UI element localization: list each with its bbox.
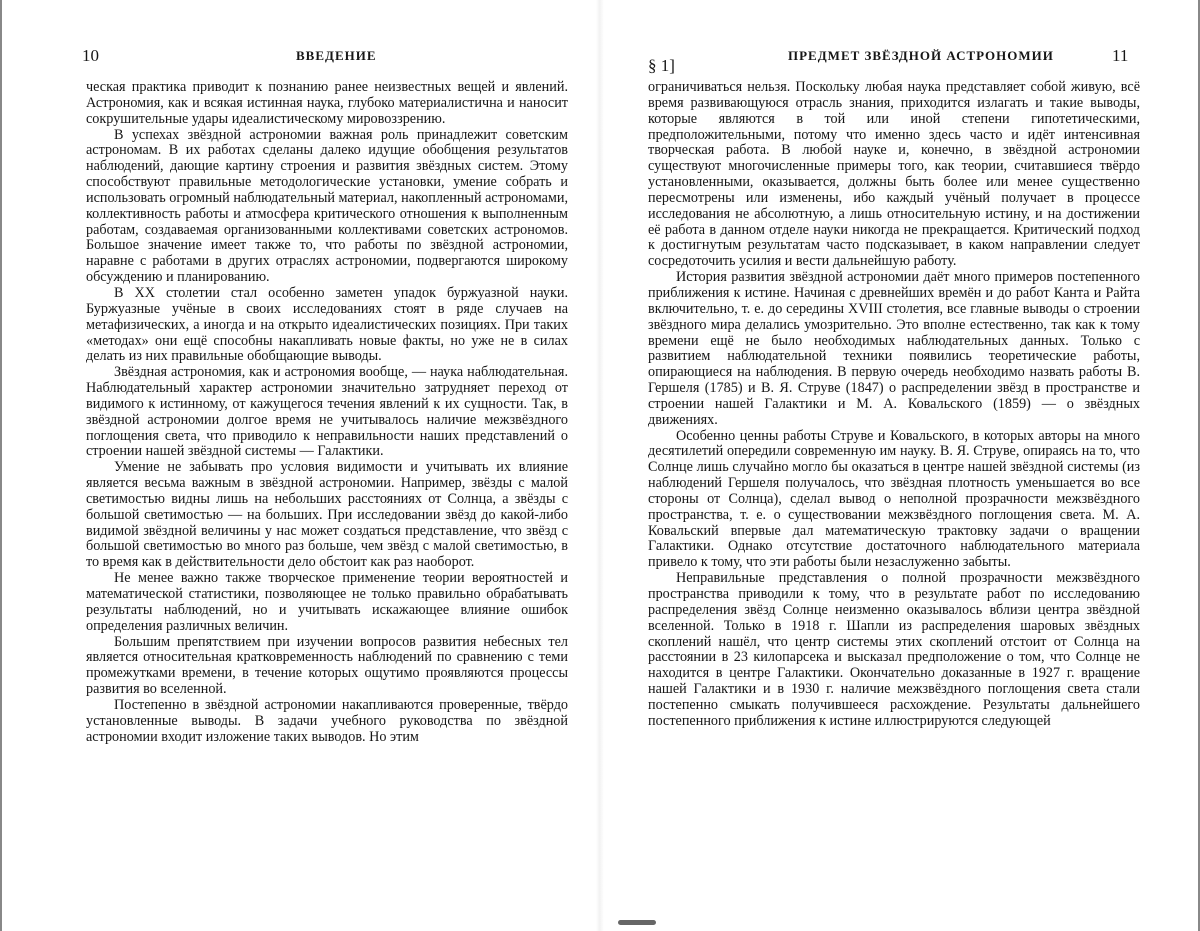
paragraph: Не менее важно также творческое применение теории вероятностей и математической статистики, позволяющее не только правильно обрабатывать результаты наблюдений, но и учитывать искажающее влияние ошибок определения различных величин.	[86, 570, 568, 634]
paragraph: История развития звёздной астрономии даёт много примеров постепенного приближения к истине. Начиная с древнейших времён и до работ Канта и Райта включительно, т. е. до середины XVIII столетия, все главные выводы о строении звёздного мира делались умозрительно. Это вполне естественно, так как к тому времени ещё не было необходимых наблюдательных данных. Только с развитием наблюдательной техники появились теоретические работы, опирающиеся на наблюдения. В первую очередь необходимо назвать работы В. Гершеля (1785) и В. Я. Струве (1847) о распределении звёзд в пространстве и строении нашей Галактики и М. А. Ковальского (1859) — о звёздных движениях.	[648, 269, 1140, 428]
right-page	[600, 0, 1200, 931]
right-page-number: 11	[1112, 46, 1129, 65]
paragraph: ческая практика приводит к познанию ранее неизвестных вещей и явлений. Астрономия, как и всякая истинная наука, глубоко материалистична и наносит сокрушительные удары идеалистическому мировоззрению.	[86, 79, 568, 127]
paragraph: В успехах звёздной астрономии важная роль принадлежит советским астрономам. В их работах сделаны далеко идущие обобщения результатов наблюдений, дающие картину строения и развития звёздных систем. Этому способствуют правильные методологические установки, умение собрать и использовать огромный наблюдательный материал, накопленный астрономами, коллективность работы и атмосфера критического отношения к выполненным работам, создаваемая организованными коллективами советских астрономов. Большое значение имеет также то, что работы по звёздной астрономии, наравне с работами в других отраслях астрономии, подвергаются широкому обсуждению и планированию.	[86, 126, 568, 286]
paragraph: Большим препятствием при изучении вопросов развития небесных тел является относительная кратковременность наблюдений по сравнению с теми промежутками времени, в течение которых ощутимо проявляются процессы развития во вселенной.	[86, 633, 568, 698]
paragraph: Особенно ценны работы Струве и Ковальского, в которых авторы на много десятилетий опередили современную им науку. В. Я. Струве, опираясь на то, что Солнце лишь случайно могло бы оказаться в центре нашей звёздной системы (из наблюдений Гершеля получалось, что звёздная плотность уменьшается во все стороны от Солнца), сделал вывод о неполной прозрачности межзвёздного пространства, т. е. о существовании межзвёздного поглощения света. М. А. Ковальский впервые дал математическую трактовку задачи о вращении Галактики. Однако отсутствие достаточного наблюдательного материала привело к тому, что эти работы были незаслуженно забыты.	[648, 427, 1140, 571]
paragraph: Неправильные представления о полной прозрачности межзвёздного пространства приводили к тому, что в результате работ по исследованию распределения звёзд Солнце неизменно оказывалось вблизи центра звёздной вселенной. Только в 1918 г. Шапли из распределения шаровых звёздных скоплений нашёл, что центр системы этих скоплений отстоит от Солнца на расстоянии в 23 килопарсека и высказал предположение о том, что Солнце не находится в центре Галактики. Окончательно доказанные в 1927 г. вращение нашей Галактики и в 1930 г. наличие межзвёздного поглощения света стали постепенно смыкать получившееся расхождение. Результаты дальнейшего постепенного приближения к истине иллюстрируются следующей	[648, 570, 1140, 729]
right-running-head: ПРЕДМЕТ ЗВЁЗДНОЙ АСТРОНОМИИ	[788, 48, 1054, 63]
section-mark: § 1]	[648, 56, 675, 75]
paragraph: Постепенно в звёздной астрономии накапливаются проверенные, твёрдо установленные выводы. В задачи учебного руководства по звёздной астрономии входит изложение таких выводов. Но этим	[86, 696, 568, 745]
paragraph: ограничиваться нельзя. Поскольку любая наука представляет собой живую, всё время развивающуюся отрасль знания, приходится излагать и такие выводы, которые являются в той или иной степени гипотетическими, предположительными, потому что именно здесь часто и идёт интенсивная творческая работа. В любой науке и, конечно, в звёздной астрономии существуют многочисленные примеры того, как теории, считавшиеся твёрдо установленными, оказывается, должны быть более или менее существенно пересмотрены или изменены, ибо каждый учёный получает в процессе исследования не абсолютную, а лишь относительную истину, и на достижении её работа в данном отделе науки никогда не прекращается. Критический подход к достигнутым результатам часто подсказывает, в каком направлении следует сосредоточить усилия и вести дальнейшую работу.	[648, 79, 1140, 270]
paragraph: Звёздная астрономия, как и астрономия вообще, — наука наблюдательная. Наблюдательный характер астрономии значительно затрудняет переход от видимого к истинному, от кажущегося течения явлений к их сущности. Так, в звёздной астрономии долгое время не учитывалось наличие межзвёздного поглощения света, что приводило к неправильности наших представлений о строении нашей звёздной системы — Галактики.	[86, 364, 568, 460]
paragraph: Умение не забывать про условия видимости и учитывать их влияние является весьма важным в звёздной астрономии. Например, звёзды с малой светимостью видны лишь на небольших расстояниях от Солнца, а звёзды с большой светимостью — на больших. При исследовании звёзд до какой-либо видимой звёздной величины у нас может создаться представление, что звёзд с большой светимостью во много раз больше, чем звёзд с малой светимостью, в то время как в действительности дело обстоит как раз наоборот.	[86, 459, 568, 571]
left-running-head: ВВЕДЕНИЕ	[296, 48, 377, 63]
right-page-text	[648, 80, 1140, 730]
left-page-text	[86, 80, 568, 745]
paragraph: В XX столетии стал особенно заметен упадок буржуазной науки. Буржуазные учёные в своих исследованиях стоят в ряде случаев на метафизических, а иногда и на открыто идеалистических позициях. При таких «методах» они ещё способны накапливать новые факты, но уже не в силах делать из них правильные обобщающие выводы.	[86, 284, 568, 365]
left-page-number: 10	[82, 46, 99, 65]
